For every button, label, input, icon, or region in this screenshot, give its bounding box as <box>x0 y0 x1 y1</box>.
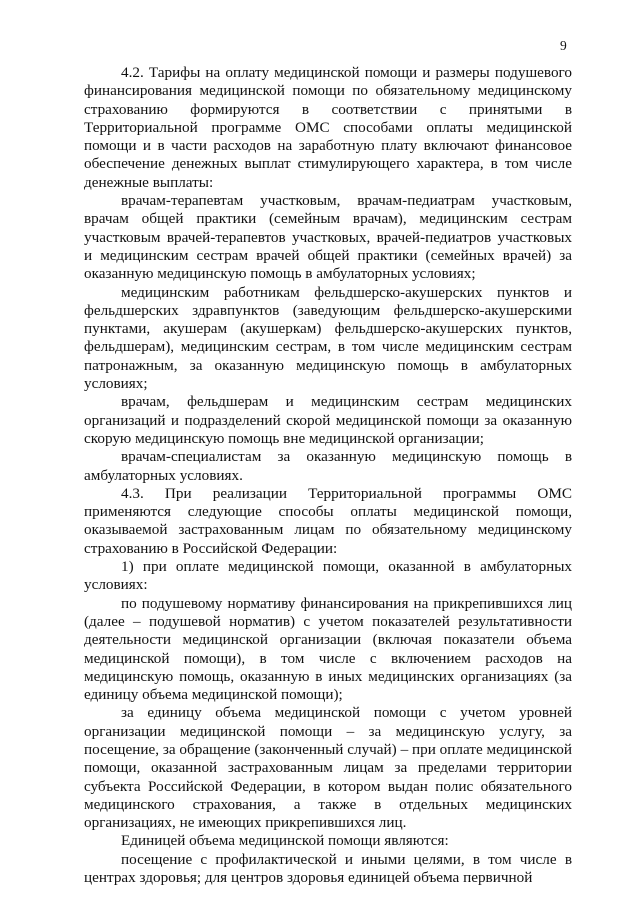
document-body <box>84 64 572 887</box>
paragraph-units-are: Единицей объема медицинской помощи являются: <box>121 832 449 850</box>
paragraph-ambulance: врачам, фельдшерам и медицинским сестрам медицинских организаций и подразделений скорой медицинской помощи за оказанную скорую медицинскую помощь вне медицинской организации; <box>84 393 572 447</box>
paragraph-4-2: 4.2. Тарифы на оплату медицинской помощи и размеры подушевого финансирования медицинской помощи по обязательному медицинскому страхованию формируются в соответствии с принятыми в Территориальной программе ОМС способами оплаты медицинской помощи и в части расходов на заработную плату включают финансовое обеспечение денежных выплат стимулирующего характера, в том числе денежные выплаты: <box>84 64 572 191</box>
paragraph-specialists: врачам-специалистам за оказанную медицинскую помощь в амбулаторных условиях. <box>84 448 572 484</box>
paragraph-visit: посещение с профилактической и иными целями, в том числе в центрах здоровья; для центров здоровья единицей объема первичной <box>84 850 572 887</box>
paragraph-per-capita: по подушевому нормативу финансирования на прикрепившихся лиц (далее – подушевой норматив) с учетом показателей результативности деятельности медицинской организации (включая показатели объема медицинской помощи), в том числе с включением расходов на медицинскую помощь, оказанную в иных медицинских организациях (за единицу объема медицинской помощи); <box>84 594 572 704</box>
page-number: 9 <box>560 38 567 53</box>
paragraph-item-1: 1) при оплате медицинской помощи, оказанной в амбулаторных условиях: <box>84 558 572 594</box>
paragraph-4-3: 4.3. При реализации Территориальной программы ОМС применяются следующие способы оплаты медицинской помощи, оказываемой застрахованным лицам по обязательному медицинскому страхованию в Российской Федерации: <box>84 484 572 557</box>
paragraph-unit-of-volume: за единицу объема медицинской помощи с учетом уровней организации медицинской помощи – за медицинскую услугу, за посещение, за обращение (законченный случай) – при оплате медицинской помощи, оказанной застрахованным лицам за пределами территории субъекта Российской Федерации, в котором выдан полис обязательного медицинского страхования, а также в отдельных медицинских организациях, не имеющих прикрепившихся лиц. <box>84 704 572 832</box>
paragraph-therapists: врачам-терапевтам участковым, врачам-педиатрам участковым, врачам общей практики (семейным врачам), медицинским сестрам участковым врачей-терапевтов участковых, врачей-педиатров участковых и медицинским сестрам врачей общей практики (семейных врачей) за оказанную медицинскую помощь в амбулаторных условиях; <box>84 192 572 283</box>
paragraph-feldsher-points: медицинским работникам фельдшерско-акушерских пунктов и фельдшерских здравпунктов (заведующим фельдшерско-акушерскими пунктами, акушерам (акушеркам) фельдшерско-акушерских пунктов, фельдшерам), медицинским сестрам, в том числе медицинским сестрам патронажным, за оказанную медицинскую помощь в амбулаторных условиях; <box>84 283 572 393</box>
